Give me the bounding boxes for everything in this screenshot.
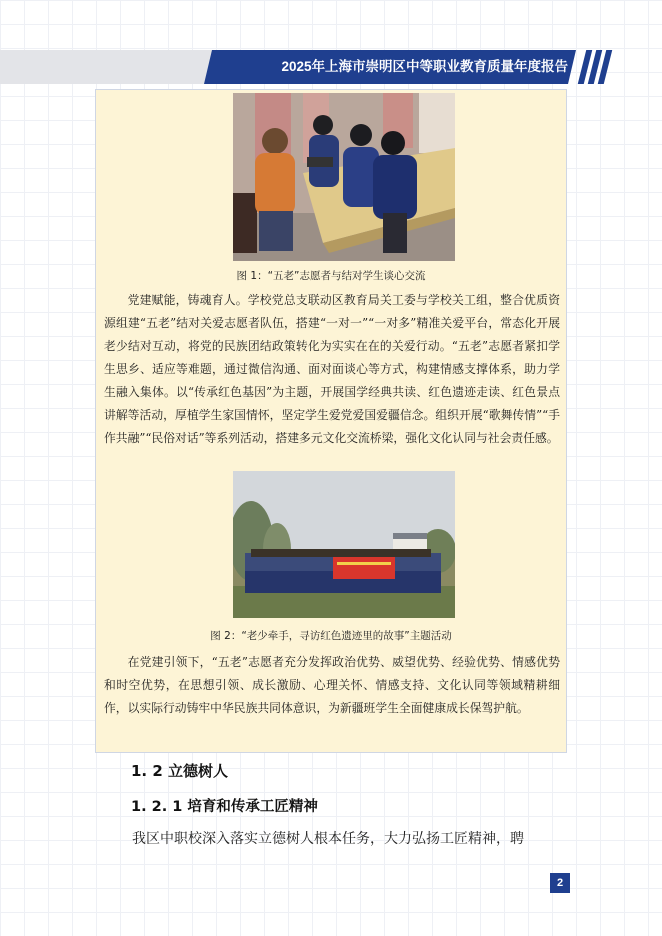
photo-group-activity [233, 471, 455, 618]
paragraph-1: 党建赋能，铸魂育人。学校党总支联动区教育局关工委与学校关工组，整合优质资源组建“五老”结对关爱志愿者队伍，搭建“一对一”“一对多”精准关爱平台，常态化开展老少结对互动，将党的民族团结政策转化为实实在在的关爱行动。“五老”志愿者紧扣学生思乡、适应等难题，通过微信沟通、面对面谈心等方式，构建情感支撑体系，助力学生融入集体。以“传承红色基因”为主题，开展国学经典共读、红色遗迹走读、红色景点讲解等活动，厚植学生家国情怀，坚定学生爱党爱国爱疆信念。组织开展“歌舞传情”“手作共融”“民俗对话”等系列活动，搭建多元文化交流桥梁，强化文化认同与社会责任感。 [104, 293, 560, 445]
section-heading: 1. 2 立德树人 [131, 762, 229, 780]
paragraph-2: 在党建引领下，“五老”志愿者充分发挥政治优势、威望优势、经验优势、情感优势和时空优势，在思想引领、成长激励、心理关怀、情感支持、文化认同等领域精耕细作，以实际行动铸牢中华民族共同体意识，为新疆班学生全面健康成长保驾护航。 [104, 655, 560, 715]
body-paragraph: 我区中职校深入落实立德树人根本任务，大力弘扬工匠精神，聘 [132, 831, 524, 847]
figure-2-caption: 图 2：“老少牵手，寻访红色遗迹里的故事”主题活动 [210, 630, 452, 642]
figure-1-caption: 图 1：“五老”志愿者与结对学生谈心交流 [236, 270, 426, 282]
photo-volunteer-talk [233, 93, 455, 261]
page-number: 2 [550, 873, 570, 893]
subsection-heading: 1. 2. 1 培育和传承工匠精神 [131, 799, 318, 815]
header-gray-bar [0, 50, 212, 84]
report-title: 2025年上海市崇明区中等职业教育质量年度报告 [281, 59, 568, 74]
